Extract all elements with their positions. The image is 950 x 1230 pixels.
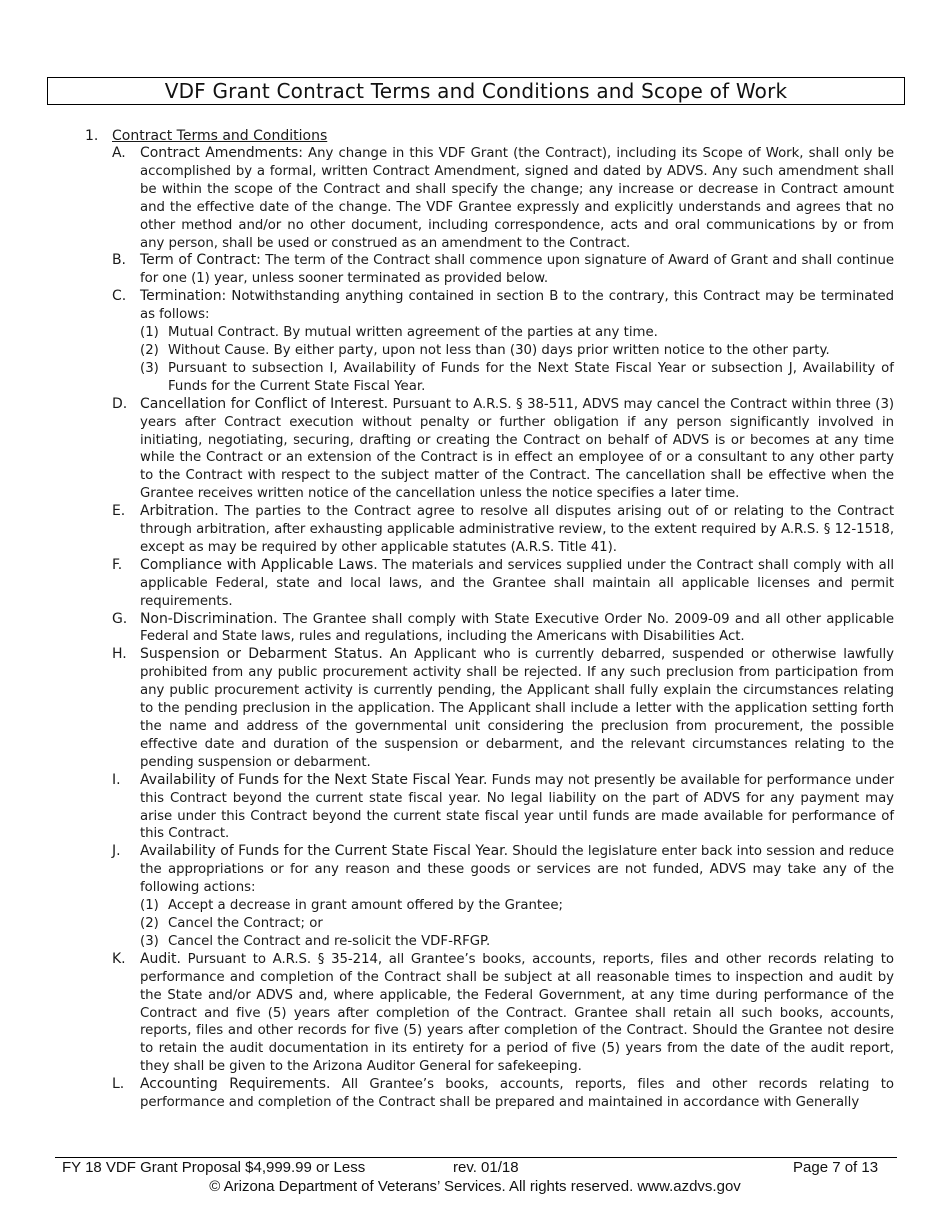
- clause-text: Any change in this VDF Grant (the Contract), including its Scope of Work, shall only be accomplished by a formal, written Contract Amendment, signed and dated by ADVS. Any such amendment shall be within the scope of the Contract and shall specify the change; any increase or decrease in Contract amount and the effective date of the change. The VDF Grantee expressly and explicitly understands and agrees that no other method and/or no other document, including correspondence, acts and oral communications by or from any person, shall be used or construed as an amendment to the Contract.: [140, 146, 894, 251]
- sub-item-number: (1): [140, 325, 159, 341]
- sub-item: [0, 897, 894, 915]
- clause-letter: D.: [112, 395, 128, 412]
- clause-letter: I.: [112, 771, 121, 788]
- footer-divider: [55, 1157, 897, 1158]
- sub-item-number: (1): [140, 898, 159, 914]
- clause-letter: K.: [112, 950, 126, 967]
- clause-heading: Accounting Requirements.: [140, 1076, 331, 1093]
- sub-item-number: (3): [140, 360, 159, 376]
- footer-copyright: © Arizona Department of Veterans’ Services. All rights reserved. www.azdvs.gov: [209, 1178, 741, 1195]
- sub-item-text: Without Cause. By either party, upon not less than (30) days prior written notice to the other party.: [168, 342, 830, 358]
- clause-letter: C.: [112, 288, 127, 305]
- clause-h: [0, 646, 894, 771]
- clause-letter: A.: [112, 145, 126, 161]
- clause-list: [0, 145, 950, 1112]
- clause-heading: Arbitration.: [140, 503, 219, 520]
- sub-item-number: (2): [140, 342, 159, 358]
- clause-a: [0, 145, 894, 252]
- clause-text: Funds may not presently be available for performance under this Contract beyond the current state fiscal year. No legal liability on the part of ADVS for any payment may arise under this Contract beyond the current state fiscal year until funds are made available for performance of this Contract.: [140, 772, 894, 842]
- clause-heading: Cancellation for Conflict of Interest.: [140, 395, 389, 412]
- sub-item-text: Pursuant to subsection I, Availability of Funds for the Next State Fiscal Year or subsection J, Availability of Funds for the Current State Fiscal Year.: [168, 360, 894, 394]
- clause-heading: Audit.: [140, 950, 181, 967]
- clause-letter: J.: [112, 843, 121, 860]
- footer-revision: rev. 01/18: [453, 1159, 519, 1176]
- clause-text: The parties to the Contract agree to resolve all disputes arising out of or relating to the Contract through arbitration, after exhausting applicable administrative review, to the extent required by A.R.S. § 12-1518, except as may be required by other applicable statutes (A.R.S. Title 41).: [140, 504, 894, 555]
- clause-heading: Contract Amendments:: [140, 145, 303, 161]
- clause-text: Pursuant to A.R.S. § 38-511, ADVS may cancel the Contract within three (3) years after Contract execution without penalty or further obligation if any person significantly involved in initiating, negotiating, securing, drafting or creating the Contract on behalf of ADVS is or becomes at any time while the Contract or an extension of the Contract is in effect an employee of or a consultant to any other party to the Contract with respect to the subject matter of the Contract. The cancellation shall be effective when the Grantee receives written notice of the cancellation unless the notice specifies a later time.: [140, 396, 894, 502]
- clause-text: The Grantee shall comply with State Executive Order No. 2009-09 and all other applicable Federal and State laws, rules and regulations, including the Americans with Disabilities Act.: [140, 611, 894, 645]
- clause-heading: Availability of Funds for the Current State Fiscal Year.: [140, 843, 508, 860]
- sub-item-text: Cancel the Contract and re-solicit the VDF-RFGP.: [168, 933, 491, 949]
- section-title: Contract Terms and Conditions: [112, 128, 328, 144]
- clause-heading: Termination:: [140, 288, 227, 305]
- clause-text: Pursuant to A.R.S. § 35-214, all Grantee’s books, accounts, reports, files and other records relating to performance and completion of the Contract shall be subject at all reasonable times to inspection and audit by the State and/or ADVS and, where applicable, the Federal Government, at any time during performance of the Contract and five (5) years after completion of the Contract. Grantee shall retain all such books, accounts, reports, files and other records for five (5) years after completion of the Contract. Should the Grantee not desire to retain the audit documentation in its entirety for a period of five (5) years from the date of the audit report, they shall be given to the Arizona Auditor General for safekeeping.: [140, 951, 894, 1075]
- page-title: VDF Grant Contract Terms and Conditions and Scope of Work: [47, 77, 905, 105]
- clause-text: Should the legislature enter back into session and reduce the appropriations or for any reason and these goods or services are not funded, ADVS may take any of the following actions:: [140, 844, 895, 896]
- clause-heading: Term of Contract:: [140, 252, 261, 269]
- clause-text: Notwithstanding anything contained in section B to the contrary, this Contract may be terminated as follows:: [140, 289, 894, 323]
- clause-d: [0, 396, 894, 503]
- clause-e: [0, 503, 894, 557]
- sub-item-text: Mutual Contract. By mutual written agreement of the parties at any time.: [168, 325, 658, 341]
- clause-text: All Grantee’s books, accounts, reports, files and other records relating to performance and completion of the Contract shall be prepared and maintained in accordance with Generally: [140, 1077, 894, 1111]
- clause-text: The materials and services supplied under the Contract shall comply with all applicable Federal, state and local laws, and the Grantee shall maintain all applicable licenses and permit requirements.: [140, 557, 895, 609]
- sub-item-number: (3): [140, 933, 159, 949]
- clause-l: [0, 1076, 894, 1112]
- clause-heading: Suspension or Debarment Status.: [140, 646, 383, 663]
- clause-text: An Applicant who is currently debarred, suspended or otherwise lawfully prohibited from any public procurement activity shall be rejected. If any such preclusion from participation from any public procurement activity is currently pending, the Applicant shall fully explain the circumstances relating to the pending preclusion in the application. The Applicant shall include a letter with the application setting forth the name and address of the governmental unit considering the preclusion from procurement, the possible effective date and duration of the suspension or debarment, and the relevant circumstances relating to the pending suspension or debarment.: [140, 647, 894, 770]
- sub-item: [0, 915, 894, 933]
- sub-item: [0, 342, 894, 360]
- footer-document-name: FY 18 VDF Grant Proposal $4,999.99 or Less: [62, 1159, 366, 1176]
- clause-b: [0, 252, 894, 288]
- clause-heading: Availability of Funds for the Next State Fiscal Year.: [140, 771, 488, 788]
- clause-heading: Non-Discrimination.: [140, 610, 278, 627]
- clause-letter: B.: [112, 252, 126, 269]
- sub-item: [0, 324, 894, 342]
- clause-f: [0, 557, 894, 611]
- clause-letter: G.: [112, 610, 128, 627]
- clause-text: The term of the Contract shall commence upon signature of Award of Grant and shall continue for one (1) year, unless sooner terminated as provided below.: [140, 253, 894, 287]
- clause-heading: Compliance with Applicable Laws.: [140, 556, 378, 573]
- sub-item: [0, 933, 894, 951]
- clause-letter: F.: [112, 556, 123, 573]
- sub-item: [0, 360, 894, 396]
- clause-k: [0, 951, 894, 1076]
- clause-letter: H.: [112, 646, 127, 663]
- sub-item-text: Cancel the Contract; or: [168, 915, 323, 931]
- sub-item-text: Accept a decrease in grant amount offered by the Grantee;: [168, 898, 563, 914]
- clause-j: [0, 843, 894, 897]
- clause-c: [0, 288, 894, 324]
- clause-g: [0, 611, 894, 647]
- footer-page-number: Page 7 of 13: [793, 1159, 879, 1176]
- clause-letter: L.: [112, 1076, 125, 1093]
- clause-i: [0, 772, 894, 844]
- sub-item-number: (2): [140, 915, 159, 931]
- section-number: 1.: [85, 128, 99, 144]
- footer: [0, 1159, 950, 1179]
- clause-letter: E.: [112, 503, 126, 520]
